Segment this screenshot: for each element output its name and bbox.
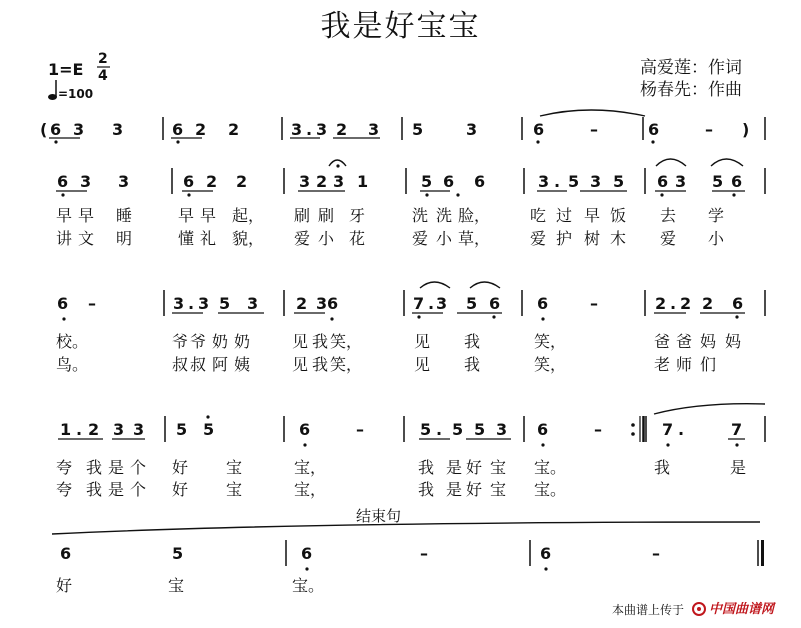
note: 6 (57, 172, 69, 191)
lyric: 爱 (294, 229, 311, 248)
note: 3 (590, 172, 602, 191)
lyric: 早 (56, 206, 73, 225)
lyric: 护 (556, 229, 573, 248)
lyric: 貌， (232, 229, 265, 248)
note: 3 (173, 294, 185, 313)
lyric: 好 (466, 458, 483, 477)
lyric: 小 (318, 229, 335, 248)
lyric: 好 (172, 480, 189, 499)
note: 6 (533, 120, 545, 139)
note: 7 (731, 420, 743, 439)
lyric: 洗 (436, 206, 453, 225)
paren-close: ) (742, 120, 750, 139)
dash: – (88, 294, 96, 313)
lyric: 我 (654, 458, 671, 477)
lyric: 宝 (490, 480, 507, 499)
note: 6 (443, 172, 455, 191)
paren-open: ( (40, 120, 48, 139)
note: 3 (247, 294, 259, 313)
lyric: 宝 (226, 480, 243, 499)
lyric: 吃 (530, 206, 547, 225)
note: 2 (336, 120, 348, 139)
note: 5 (466, 294, 478, 313)
dash: – (590, 120, 598, 139)
note: 3 (466, 120, 478, 139)
lyric: 过 (556, 206, 573, 225)
lyric: 叔 (172, 355, 189, 374)
note: 7 (413, 294, 425, 313)
note: 3 (316, 294, 328, 313)
dash: – (594, 420, 602, 439)
dash: – (652, 544, 660, 563)
lyric: 宝。 (292, 576, 325, 595)
note: 2 (206, 172, 218, 191)
note: 3 (113, 420, 125, 439)
note: 6 (474, 172, 486, 191)
lyric: 我 (312, 332, 329, 351)
lyric: 爱 (660, 229, 677, 248)
lyric: 宝 (490, 458, 507, 477)
footer-upload-text: 本曲谱上传于 (612, 603, 685, 617)
note: 5 (412, 120, 424, 139)
lyric: 个 (130, 458, 147, 477)
note: 2 (228, 120, 240, 139)
lyric: 宝， (294, 458, 327, 477)
high-octave-dots (206, 164, 339, 418)
lyric: 师 (676, 355, 693, 374)
lyric: 讲 (56, 229, 73, 248)
note: 2 (195, 120, 207, 139)
note: 6 (537, 420, 549, 439)
note: 6 (327, 294, 339, 313)
note: 6 (657, 172, 669, 191)
dot-extension: . (76, 420, 83, 439)
lyric: 是 (108, 480, 125, 499)
note: 5 (219, 294, 231, 313)
lyric: 饭 (610, 206, 627, 225)
lyric: 早 (178, 206, 195, 225)
lyric: 校。 (56, 332, 89, 351)
note: 3 (368, 120, 380, 139)
lyric: 小 (708, 229, 725, 248)
note: 7 (662, 420, 674, 439)
note: 2 (88, 420, 100, 439)
lyric: 笑， (330, 355, 363, 374)
dot-extension: . (428, 294, 435, 313)
note: 3 (538, 172, 550, 191)
lyric: 宝。 (534, 480, 567, 499)
note: 3 (112, 120, 124, 139)
note: 3 (299, 172, 311, 191)
note: 6 (731, 172, 743, 191)
repeat-colon (628, 422, 634, 438)
note: 6 (648, 120, 660, 139)
lyric: 牙 (349, 206, 366, 225)
note: 5 (712, 172, 724, 191)
lyric: 早 (584, 206, 601, 225)
lyric: 刷 (318, 206, 335, 225)
lyric: 是 (446, 480, 463, 499)
note: 6 (732, 294, 744, 313)
lyric: 叔 (190, 355, 207, 374)
lyric: 去 (660, 206, 677, 225)
lyric: 宝 (168, 576, 185, 595)
note: 6 (540, 544, 552, 563)
lyric: 鸟。 (56, 355, 89, 374)
note: 6 (60, 544, 72, 563)
lyric: 姨 (234, 355, 251, 374)
lyric: 宝 (226, 458, 243, 477)
lyric: 宝。 (534, 458, 567, 477)
note: 3 (118, 172, 130, 191)
lyric: 笑， (330, 332, 363, 351)
note: 2 (316, 172, 328, 191)
note: 6 (301, 544, 313, 563)
lyric: 文 (78, 229, 95, 248)
lyric: 明 (116, 229, 133, 248)
beam-underlines (49, 138, 745, 439)
lyric: 见 (292, 355, 309, 374)
lyric: 妈 (725, 332, 742, 351)
note: 1 (60, 420, 72, 439)
note: 3 (291, 120, 303, 139)
note: 2 (655, 294, 667, 313)
note: 2 (702, 294, 714, 313)
lyric: 爸 (676, 332, 693, 351)
lyric: 是 (108, 458, 125, 477)
lyric: 爱 (530, 229, 547, 248)
note: 3 (80, 172, 92, 191)
dash: – (705, 120, 713, 139)
dot-extension: . (678, 420, 685, 439)
note: 5 (172, 544, 184, 563)
lyric: 我 (464, 332, 481, 351)
note: 3 (73, 120, 85, 139)
note: 6 (183, 172, 195, 191)
dot-extension: . (188, 294, 195, 313)
note: 3 (436, 294, 448, 313)
lyric: 我 (418, 458, 435, 477)
note: 2 (236, 172, 248, 191)
note: 5 (568, 172, 580, 191)
lyric: 夸 (56, 480, 73, 499)
lyric: 起， (232, 206, 265, 225)
lyric: 见 (414, 355, 431, 374)
lyric: 老 (654, 355, 671, 374)
lyric: 爷 (172, 332, 189, 351)
lyric: 懂 (178, 229, 195, 248)
key-signature: 1=E (48, 60, 84, 79)
note: 5 (176, 420, 188, 439)
lyric: 早 (200, 206, 217, 225)
lyric: 夸 (56, 458, 73, 477)
note: 3 (133, 420, 145, 439)
lyric: 我 (464, 355, 481, 374)
note: 6 (489, 294, 501, 313)
lyric: 脸， (458, 206, 491, 225)
lyric: 礼 (200, 229, 217, 248)
lyric: 洗 (412, 206, 429, 225)
note: 6 (172, 120, 184, 139)
lyric: 是 (730, 458, 747, 477)
lyric: 我 (86, 480, 103, 499)
lyric: 小 (436, 229, 453, 248)
note: 6 (57, 294, 69, 313)
lyric: 我 (418, 480, 435, 499)
note: 5 (474, 420, 486, 439)
site-logo-icon (693, 603, 705, 615)
time-signature-bottom: 4 (98, 68, 108, 84)
lyric: 是 (446, 458, 463, 477)
note: 5 (613, 172, 625, 191)
lyric: 妈 (700, 332, 717, 351)
lyricist-credit: 高爱莲：作词 (640, 58, 742, 78)
note: 3 (496, 420, 508, 439)
lyric: 奶 (234, 332, 251, 351)
lyric: 花 (349, 229, 366, 248)
lyric: 好 (172, 458, 189, 477)
dot-extension: . (670, 294, 677, 313)
tempo-marking: =100 (58, 87, 94, 101)
lyric: 我 (86, 458, 103, 477)
time-signature-top: 2 (98, 51, 108, 67)
dot-extension: . (436, 420, 443, 439)
note: 5 (421, 172, 433, 191)
note: 5 (420, 420, 432, 439)
lyric: 笑， (534, 332, 567, 351)
note: 3 (316, 120, 328, 139)
note: 3 (333, 172, 345, 191)
lyric: 早 (78, 206, 95, 225)
dot-extension: . (306, 120, 313, 139)
note: 2 (680, 294, 692, 313)
lyric: 们 (700, 355, 717, 374)
quarter-note-icon (48, 80, 57, 100)
lyric: 我 (312, 355, 329, 374)
note: 6 (537, 294, 549, 313)
ending-label: 结束句 (356, 507, 402, 525)
lyric: 好 (466, 480, 483, 499)
note: 3 (198, 294, 210, 313)
dash: – (420, 544, 428, 563)
lyric: 学 (708, 206, 725, 225)
lyric: 刷 (294, 206, 311, 225)
dash: – (356, 420, 364, 439)
lyric: 好 (56, 576, 73, 595)
lyric: 爷 (190, 332, 207, 351)
lyric: 木 (610, 229, 627, 248)
lyric: 奶 (212, 332, 229, 351)
composer-credit: 杨春先：作曲 (640, 80, 742, 100)
note: 5 (203, 420, 215, 439)
lyric: 爱 (412, 229, 429, 248)
note: 5 (452, 420, 464, 439)
note: 6 (299, 420, 311, 439)
lyric: 个 (130, 480, 147, 499)
footer-site-name[interactable]: 中国曲谱网 (709, 602, 775, 617)
lyric: 笑， (534, 355, 567, 374)
lyric: 见 (414, 332, 431, 351)
dot-extension: . (554, 172, 561, 191)
page-title: 我是好宝宝 (320, 9, 481, 44)
lyric: 阿 (212, 355, 229, 374)
note: 2 (296, 294, 308, 313)
lyric: 草， (458, 229, 491, 248)
note: 3 (675, 172, 687, 191)
lyric: 见 (292, 332, 309, 351)
note: 6 (50, 120, 62, 139)
note: 1 (357, 172, 369, 191)
lyric: 睡 (116, 206, 133, 225)
lyric: 树 (584, 229, 601, 248)
lyric: 爸 (654, 332, 671, 351)
dash: – (590, 294, 598, 313)
lyric: 宝， (294, 480, 327, 499)
